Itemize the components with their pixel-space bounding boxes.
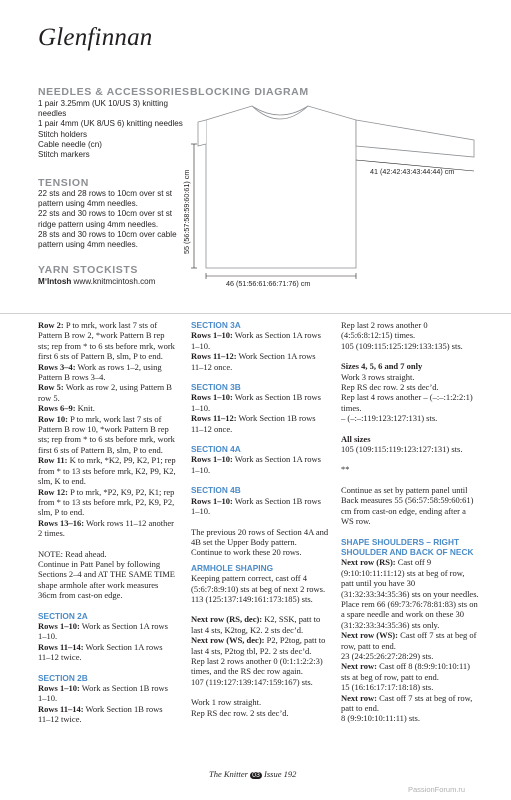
work-text: Work 3 rows straight. (341, 371, 415, 382)
sleeve-measurement: 41 (42:42:43:43:44:44) cm (370, 167, 455, 176)
stitch-count: 107 (119:127:139:147:159:167) sts. (191, 676, 313, 687)
row-instruction: Next row (WS, dec): P2, P2tog, patt to last 4 sts, P2tog tbl, P2. 2 sts dec’d. (191, 635, 326, 656)
sizes-heading: Sizes 4, 5, 6 and 7 only (341, 361, 423, 372)
instructions-column-3 (341, 320, 479, 724)
continue-text: Continue as set by pattern panel until Back measures 55 (56:57:58:59:60:61) cm from cast-on edge, ending after a WS row. (341, 484, 474, 527)
row-instruction: Rows 11–14: Work Section 1B rows 11–12 twice. (38, 703, 163, 725)
instructions-column-2 (191, 320, 329, 718)
stitch-count: 8 (9:9:10:10:11:11) sts. (341, 713, 420, 724)
yarn-url[interactable]: www.knitmcintosh.com (73, 277, 156, 286)
row-instruction: Rows 1–10: Work as Section 1A rows 1–10. (38, 620, 168, 642)
repeat-text: Rep last 2 rows another 0 (0:1:1:2:2:3) times, and the RS dec row again. (191, 655, 323, 677)
section-heading: SECTION 3B (191, 382, 241, 393)
section-heading: SECTION 2B (38, 672, 88, 683)
repeat-text: Rep last 2 rows another 0 (4:5:6:8:12:15) times. (341, 320, 428, 341)
magazine-name: The Knitter (209, 769, 248, 779)
tension-list (38, 189, 198, 250)
tension-line: 22 sts and 30 rows to 10cm over st st (38, 209, 173, 219)
section-heading: SECTION 3A (191, 320, 241, 330)
watermark: PassionForum.ru (408, 785, 466, 794)
row-instruction: Next row: Cast off 8 (8:9:9:10:10:11) sts at beg of row, patt to end. (341, 661, 470, 682)
yarn-heading: YARN STOCKISTS (38, 264, 139, 276)
row-instruction: Row 5: Work as row 2, using Pattern B row 5. (38, 382, 172, 403)
row-instruction: Next row (RS, dec): K2, SSK, patt to last 4 sts, K2tog, K2. 2 sts dec’d. (191, 614, 321, 635)
page-title: Glenfinnan (38, 24, 153, 51)
section-heading: ARMHOLE SHAPING (191, 562, 274, 573)
row-instruction: Rows 1–10: Work as Section 1A rows 1–10. (191, 330, 321, 351)
tension-line: pattern using 4mm needles. (38, 240, 138, 250)
length-measurement: 55 (56:57:58:59:60:61) cm (182, 169, 191, 254)
row-instruction: Row 10: P to mrk, work last 7 sts of Pattern B row 10, *work Pattern B rep sts; rep from * to 6 sts before mrk, work first 6 sts of Pattern B, slm, P to end. (38, 413, 175, 455)
needles-line: Stitch markers (38, 150, 90, 160)
instructions-column-1 (38, 320, 176, 725)
row-instruction: Rows 1–10: Work as Section 1A rows 1–10. (191, 454, 321, 475)
tension-line: pattern using 4mm needles. (38, 199, 138, 209)
stitch-count: 15 (16:16:17:17:18:18) sts. (341, 682, 434, 693)
marker-stars: ** (341, 464, 350, 475)
row-instruction: Row 2: P to mrk, work last 7 sts of Pattern B row 2, *work Pattern B rep sts; rep from * to 6 sts before mrk, work first 6 sts of Pattern B, slm, P to end. (38, 320, 175, 362)
tension-line: ridge pattern using 4mm needles. (38, 219, 159, 229)
sweater-sleeve-outline (356, 120, 474, 157)
row-instruction: Rows 13–16: Work rows 11–12 another 2 times. (38, 517, 175, 539)
sweater-left-sleeve-outline (198, 120, 206, 146)
row-instruction: Rows 11–12: Work Section 1B rows 11–12 once. (191, 413, 316, 434)
tension-line: 22 sts and 28 rows to 10cm over st st (38, 189, 173, 198)
page-number: 03 (252, 772, 260, 779)
yarn-brand: MʼIntosh (38, 277, 72, 286)
needles-line: needles (38, 109, 67, 119)
needles-list (38, 99, 198, 160)
needles-line: Stitch holders (38, 129, 88, 139)
tension-line: 28 sts and 30 rows to 10cm over cable (38, 229, 177, 239)
tension-heading: TENSION (38, 177, 89, 189)
row-instruction: Rows 1–10: Work as Section 1B rows 1–10. (191, 392, 321, 413)
row-instruction: Next row: Cast off 7 sts at beg of row, patt to end. (341, 692, 473, 713)
row-instruction: Next row (RS): Cast off 9 (9:10:10:11:11:12) sts at beg of row, patt until you have 30 (31:32:33:34:35:36) sts on your needles. Place rem 66 (69:73:76:78:81:83) sts on a spare needle and work on these 30 (31:32:33:34:35:36) sts only. (341, 557, 479, 630)
row-instruction: Rows 3–4: Work as rows 1–2, using Pattern B rows 3–4. (38, 361, 162, 383)
work-text: Rep RS dec row. 2 sts dec’d. (341, 382, 439, 393)
section-divider (0, 313, 511, 314)
section-heading: SHAPE SHOULDERS – RIGHT SHOULDER AND BACK OF NECK (341, 536, 474, 557)
all-sizes-heading: All sizes (341, 433, 371, 444)
row-instruction: Next row (WS): Cast off 7 sts at beg of row, patt to end. (341, 630, 477, 651)
needles-heading: NEEDLES & ACCESSORIES (38, 86, 190, 98)
row-instruction: Rows 1–10: Work as Section 1B rows 1–10. (191, 495, 321, 517)
row-instruction: Rows 1–10: Work as Section 1B rows 1–10. (38, 683, 168, 704)
armhole-text: Keeping pattern correct, cast off 4 (5:6:7:8:9:10) sts at beg of next 2 rows. (191, 573, 326, 594)
issue-number: Issue 192 (264, 769, 297, 779)
row-instruction: Rows 11–14: Work Section 1A rows 11–12 twice. (38, 641, 163, 663)
work-text: Work 1 row straight. (191, 697, 262, 708)
stitch-count: 105 (109:115:125:129:133:135) sts. (341, 340, 463, 351)
stitch-count: 23 (24:25:26:27:28:29) sts. (341, 650, 434, 661)
row-instruction: Rows 11–12: Work Section 1A rows 11–12 once. (191, 351, 316, 372)
row-instruction: Row 12: P to mrk, *P2, K9, P2, K1; rep from * to 13 sts before mrk, P2, K9, P2, slm, P to end. (38, 486, 175, 518)
yarn-line (38, 277, 198, 287)
continue-text: Continue in Patt Panel by following Sections 2–4 and AT THE SAME TIME shape armhole after work measures 36cm from cast-on edge. (38, 558, 175, 601)
work-text: Rep RS dec row. 2 sts dec’d. (191, 707, 289, 718)
sweater-body-outline (206, 106, 356, 268)
needles-line: Cable needle (cn) (38, 139, 102, 149)
page-footer (209, 769, 296, 779)
pattern-note: The previous 20 rows of Section 4A and 4B set the Upper Body pattern. Continue to work these 20 rows. (191, 526, 329, 558)
note-text: NOTE: Read ahead. (38, 548, 107, 559)
row-instruction: Row 11: K to mrk, *K2, P9, K2, P1; rep from * to 13 sts before mrk, K2, P9, K2, slm, K to end. (38, 455, 176, 487)
work-text: Rep last 4 rows another – (–:–:1:2:2:1) times. (341, 392, 473, 413)
section-heading: SECTION 4A (191, 444, 241, 455)
needles-line: 1 pair 3.25mm (UK 10/US 3) knitting (38, 99, 169, 108)
section-heading: SECTION 4B (191, 485, 241, 496)
stitch-count: 113 (125:137:149:161:173:185) sts. (191, 593, 313, 604)
section-heading: SECTION 2A (38, 610, 88, 621)
stitch-count: – (–:–:119:123:127:131) sts. (341, 413, 438, 424)
blocking-diagram (180, 98, 500, 298)
row-instruction: Rows 6–9: Knit. (38, 403, 95, 414)
width-measurement: 46 (51:56:61:66:71:76) cm (226, 279, 311, 288)
diagram-heading: BLOCKING DIAGRAM (190, 86, 309, 98)
needles-line: 1 pair 4mm (UK 8/US 6) knitting needles (38, 119, 183, 129)
stitch-count: 105 (109:115:119:123:127:131) sts. (341, 444, 463, 455)
